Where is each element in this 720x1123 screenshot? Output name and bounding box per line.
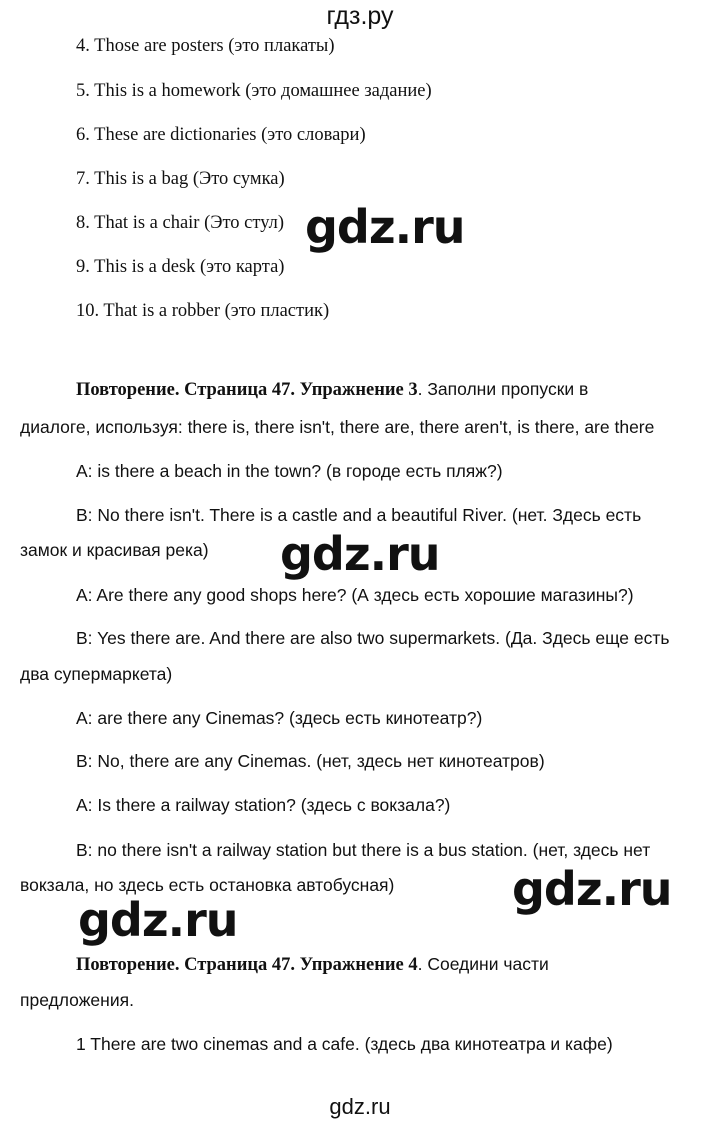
dialog-line: A: are there any Cinemas? (здесь есть кинотеатр?) [76,708,483,728]
list-item: 10. That is a robber (это пластик) [76,301,330,321]
exercise3-instruction-cont: диалоге, используя: there is, there isn't, there are, there aren't, is there, are there [20,417,655,437]
dialog-line: вокзала, но здесь есть остановка автобусная) [20,875,395,895]
list-item: 9. This is a desk (это карта) [76,257,285,277]
footer-watermark: gdz.ru [329,1094,391,1119]
list-item: 5. This is a homework (это домашнее задание) [76,81,432,101]
exercise3-heading: Повторение. Страница 47. Упражнение 3 [76,380,418,400]
site-header: гдз.ру [326,2,394,30]
watermark: gdz.ru [280,527,440,581]
exercise4-heading-line [76,954,549,976]
watermark: gdz.ru [305,200,465,254]
dialog-line: A: Is there a railway station? (здесь с вокзала?) [76,795,451,815]
exercise3-heading-line [76,379,588,401]
list-item: 4. Those are posters (это плакаты) [76,36,335,56]
watermark: gdz.ru [512,862,672,916]
dialog-line: A: Are there any good shops here? (А здесь есть хорошие магазины?) [76,585,634,605]
dialog-line: два супермаркета) [20,664,173,684]
exercise3-instruction: . Заполни пропуски в [417,379,589,399]
exercise4-instruction: . Соедини части [417,954,549,974]
list-item: 6. These are dictionaries (это словари) [76,125,366,145]
dialog-line: A: is there a beach in the town? (в городе есть пляж?) [76,461,503,481]
list-item: 7. This is a bag (Это сумка) [76,169,285,189]
dialog-line: B: Yes there are. And there are also two supermarkets. (Да. Здесь еще есть [76,628,670,648]
dialog-line: B: No, there are any Cinemas. (нет, здесь нет кинотеатров) [76,751,545,771]
dialog-line: B: no there isn't a railway station but there is a bus station. (нет, здесь нет [76,840,651,860]
watermark: gdz.ru [78,893,238,947]
exercise4-heading: Повторение. Страница 47. Упражнение 4 [76,955,418,975]
dialog-line: замок и красивая река) [20,540,209,560]
exercise4-instruction-cont: предложения. [20,990,134,1010]
list-item: 8. That is a chair (Это стул) [76,213,285,233]
answer-line: 1 There are two cinemas and a cafe. (здесь два кинотеатра и кафе) [76,1034,613,1054]
dialog-line: B: No there isn't. There is a castle and a beautiful River. (нет. Здесь есть [76,505,642,525]
